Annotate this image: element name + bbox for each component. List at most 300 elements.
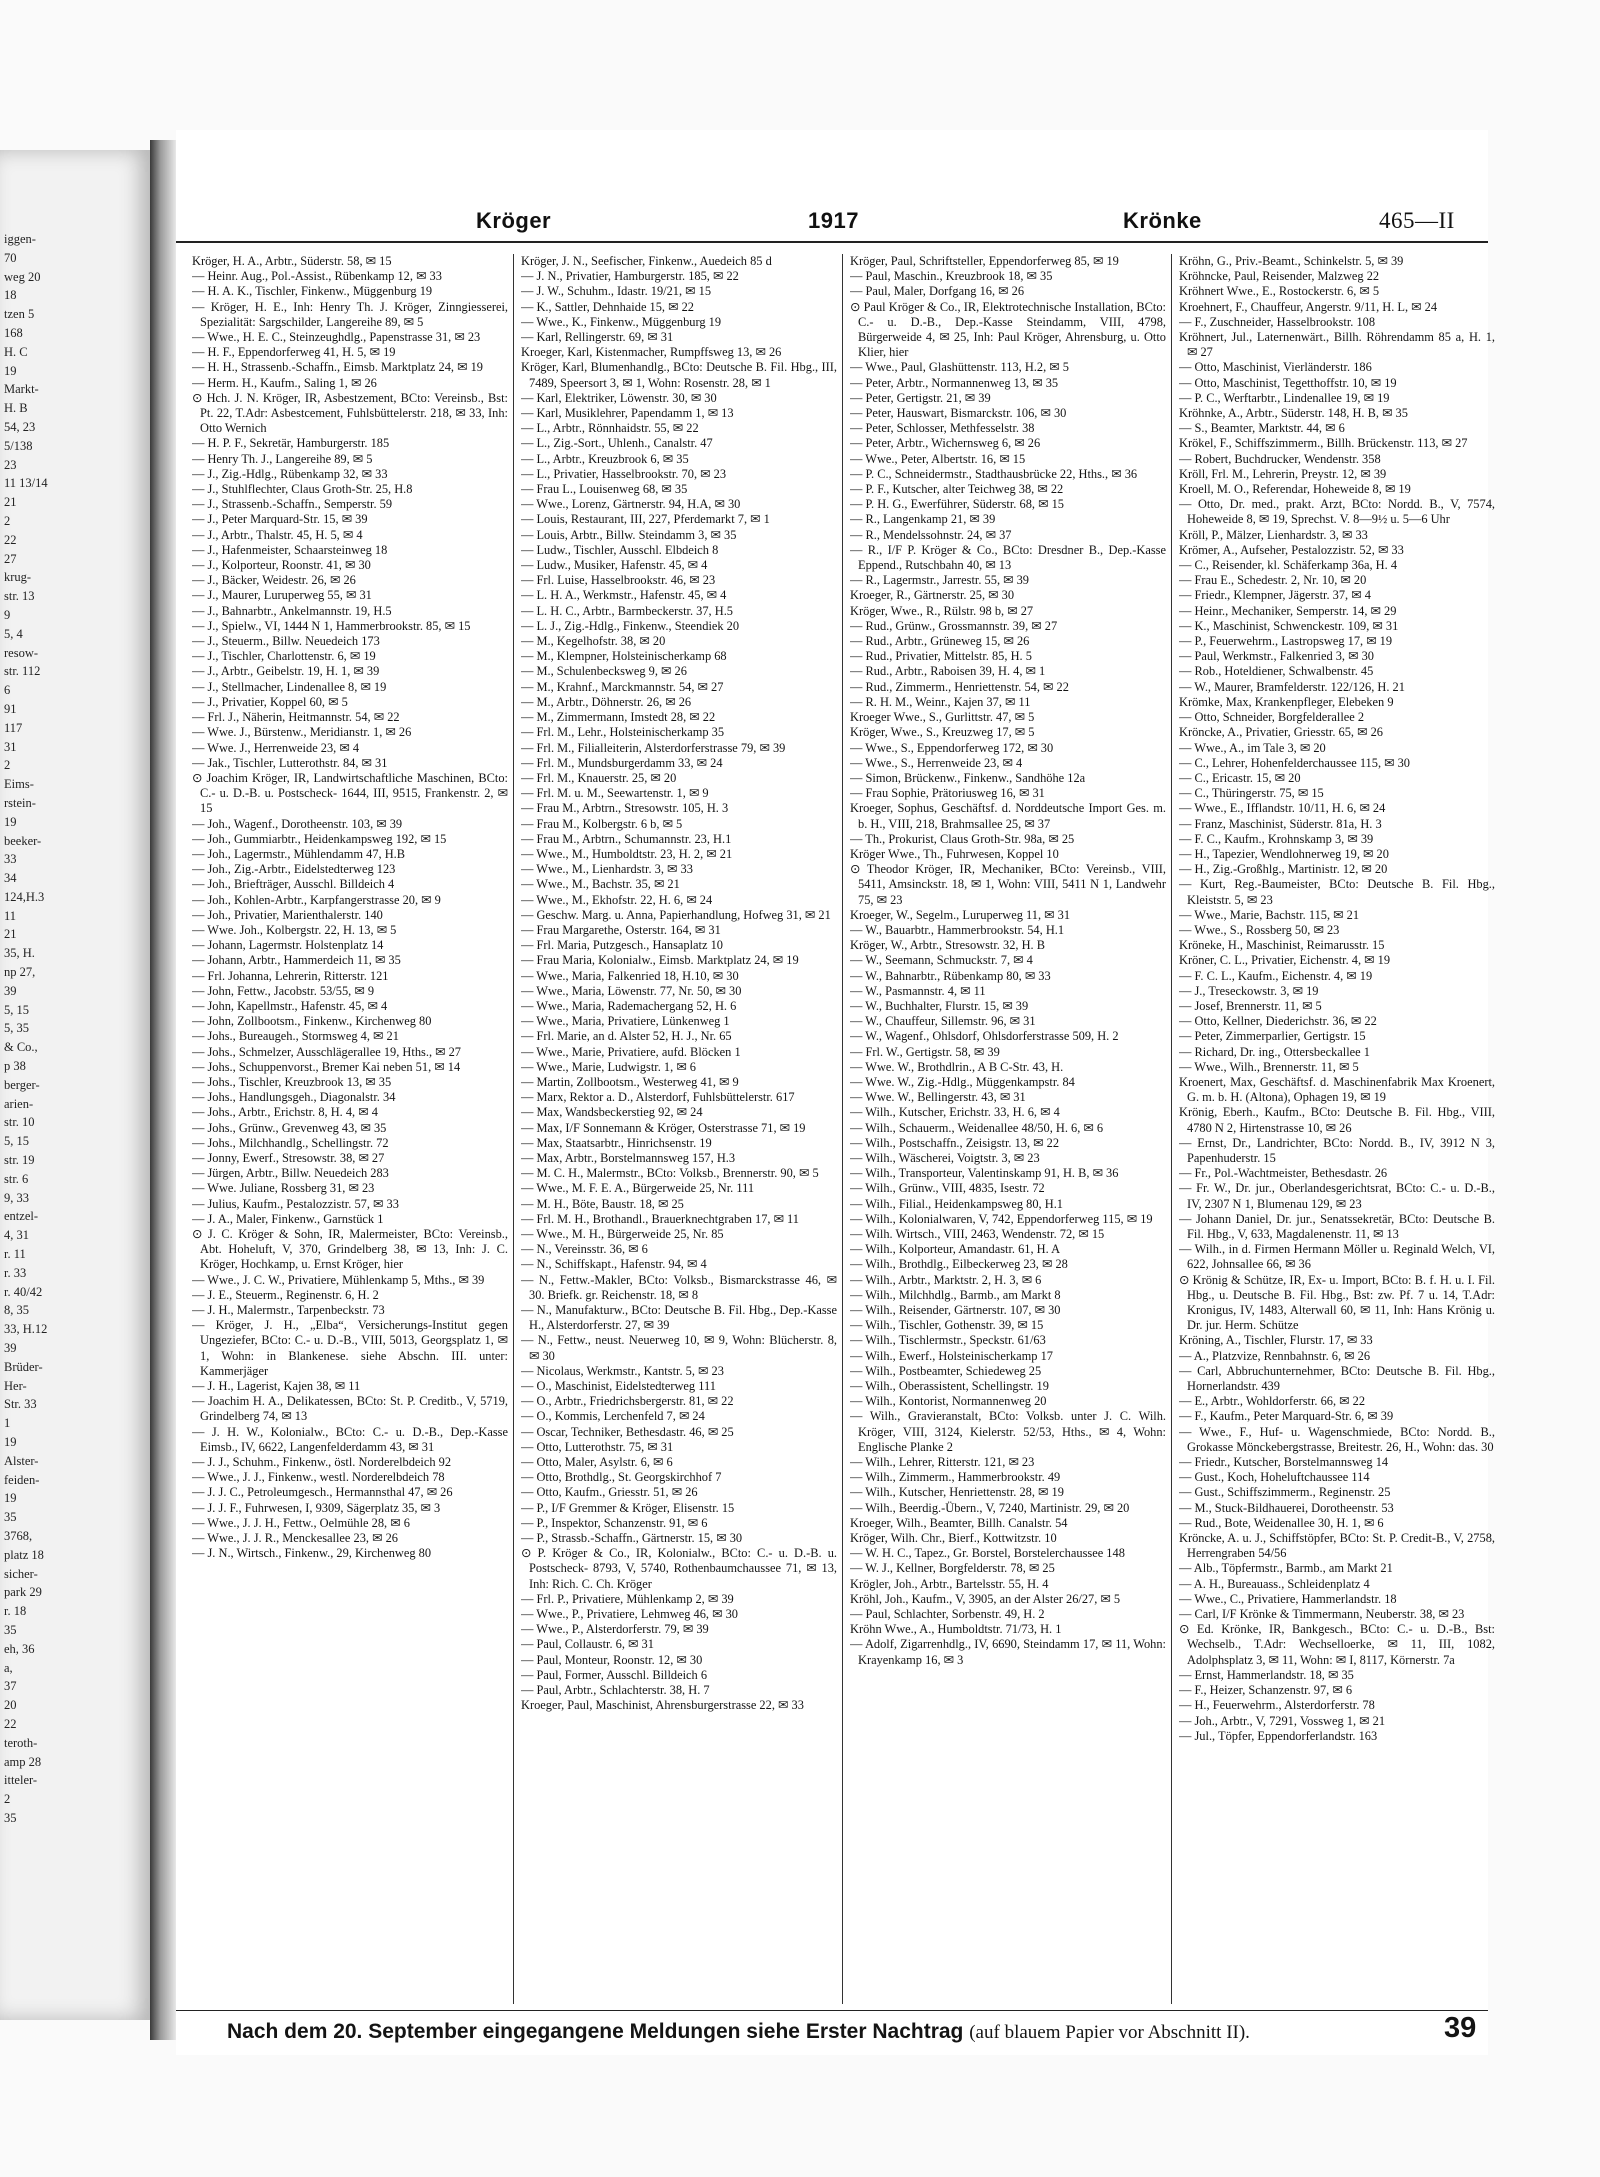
- directory-entry: — Wilh., Reisender, Gärtnerstr. 107, ✉ 30: [850, 1303, 1061, 1318]
- previous-page-fragment: H. C: [4, 344, 28, 359]
- directory-entry: — Wwe., S., Eppendorferweg 172, ✉ 30: [850, 740, 1054, 755]
- directory-entry: — W., Bahnarbtr., Rübenkamp 80, ✉ 33: [850, 968, 1051, 983]
- directory-entry: — Carl, I/F Krönke & Timmermann, Neuberstr. 38, ✉ 23: [1179, 1607, 1465, 1622]
- directory-entry: — Frl. M., Knauerstr. 25, ✉ 20: [521, 770, 677, 785]
- previous-page-fragment: r. 40/42: [4, 1284, 43, 1299]
- directory-entry: — J. W., Schuhm., Idastr. 19/21, ✉ 15: [521, 284, 712, 299]
- directory-entry: — J. H., Lagerist, Kajen 38, ✉ 11: [192, 1379, 361, 1394]
- directory-entry: — O., Kommis, Lerchenfeld 7, ✉ 24: [521, 1409, 705, 1424]
- directory-entry: — Rud., Arbtr., Raboisen 39, H. 4, ✉ 1: [850, 664, 1046, 679]
- directory-entry: — Gust., Koch, Hoheluftchaussee 114: [1179, 1470, 1370, 1485]
- directory-entry: Kroehnert, F., Chauffeur, Angerstr. 9/11, H. L, ✉ 24: [1179, 299, 1438, 314]
- previous-page-fragment: 33: [4, 852, 17, 867]
- directory-entry: — Wwe., Peter, Albertstr. 16, ✉ 15: [850, 451, 1026, 466]
- directory-entry: — Wwe. W., Bellingerstr. 43, ✉ 31: [850, 1090, 1026, 1105]
- directory-entry: — F. C. L., Kaufm., Eichenstr. 4, ✉ 19: [1179, 968, 1373, 983]
- directory-entry: — Wilh., in d. Firmen Hermann Möller u. Reginald Welch, VI, 622, Johnsallee 66, ✉ 36: [1179, 1242, 1495, 1272]
- directory-entry: — J., Privatier, Koppel 60, ✉ 5: [192, 694, 348, 709]
- directory-entry: Krömke, Max, Krankenpfleger, Elebeken 9: [1179, 694, 1394, 709]
- directory-entry: — J., Maurer, Luruperweg 55, ✉ 31: [192, 588, 372, 603]
- previous-page-fragment: a,: [4, 1660, 13, 1675]
- directory-entry: — Karl, Rellingerstr. 69, ✉ 31: [521, 330, 674, 345]
- previous-page-fragment: 5, 35: [4, 1021, 29, 1036]
- directory-entry: ⊙ Joachim Kröger, IR, Landwirtschaftliche Maschinen, BCto: C.- u. D.-B. u. Postscheck- 1644, III, 9515, Frankenstr. 2, ✉ 15: [192, 770, 508, 816]
- directory-entry: — Wwe. J., Herrenweide 23, ✉ 4: [192, 740, 360, 755]
- directory-entry: — W. H. C., Tapez., Gr. Borstel, Borstelerchaussee 148: [850, 1546, 1125, 1561]
- directory-entry: — Johs., Bureaugeh., Stormsweg 4, ✉ 21: [192, 1029, 399, 1044]
- directory-entry: — Ludw., Musiker, Hafenstr. 45, ✉ 4: [521, 558, 708, 573]
- directory-entry: — Otto, Maschinist, Tegetthoffstr. 10, ✉ 19: [1179, 375, 1397, 390]
- directory-entry: — Wilh., Kolporteur, Amandastr. 61, H. A: [850, 1242, 1061, 1257]
- directory-entry: — Joh., Kohlen-Arbtr., Karpfangerstrasse 20, ✉ 9: [192, 892, 441, 907]
- footer-notice-text: Nach dem 20. September eingegangene Meldungen siehe Erster Nachtrag: [227, 2020, 964, 2043]
- directory-entry: — Johs., Milchhandlg., Schellingstr. 72: [192, 1135, 389, 1150]
- directory-entry: — W., Bauarbtr., Hammerbrookstr. 54, H.1: [850, 922, 1065, 937]
- directory-entry: — Wwe., Marie, Privatiere, aufd. Blöcken 1: [521, 1044, 741, 1059]
- previous-page-fragment: teroth-: [4, 1735, 38, 1750]
- directory-entry: — Wilh., Postschaffn., Zeisigstr. 13, ✉ 22: [850, 1135, 1060, 1150]
- directory-entry: — Adolf, Zigarrenhdlg., IV, 6690, Steindamm 17, ✉ 11, Wohn: Krayenkamp 16, ✉ 3: [850, 1637, 1166, 1667]
- directory-entry: — Johann, Lagermstr. Holstenplatz 14: [192, 938, 384, 953]
- directory-entry: — Paul, Collaustr. 6, ✉ 31: [521, 1637, 654, 1652]
- directory-entry: — Simon, Brückenw., Finkenw., Sandhöhe 12a: [850, 770, 1086, 785]
- previous-page-fragment: tzen 5: [4, 307, 35, 322]
- directory-entry: — M., Stuck-Bildhauerei, Dorotheenstr. 53: [1179, 1500, 1394, 1515]
- directory-entry: — R., Lagermstr., Jarrestr. 55, ✉ 39: [850, 573, 1030, 588]
- directory-entry: — Ernst, Dr., Landrichter, BCto: Nordd. B., IV, 3912 N 3, Papenhuderstr. 15: [1179, 1135, 1495, 1165]
- directory-entry: — P. H. G., Ewerführer, Süderstr. 68, ✉ 15: [850, 497, 1064, 512]
- directory-entry: Krömer, A., Aufseher, Pestalozzistr. 52, ✉ 33: [1179, 542, 1404, 557]
- directory-entry: — Rud., Bote, Weidenallee 30, H. 1, ✉ 6: [1179, 1515, 1384, 1530]
- directory-entry: Kroeger, W., Segelm., Luruperweg 11, ✉ 31: [850, 907, 1071, 922]
- directory-entry: — Wwe., K., Finkenw., Müggenburg 19: [521, 314, 722, 329]
- directory-entry: — Wilh., Brothdlg., Eilbeckerweg 23, ✉ 28: [850, 1257, 1068, 1272]
- directory-entry: Kröger, W., Arbtr., Stresowstr. 32, H. B: [850, 938, 1045, 953]
- directory-entry: — J., Zig.-Hdlg., Rübenkamp 32, ✉ 33: [192, 466, 388, 481]
- directory-entry: — M., Krahnf., Marckmannstr. 54, ✉ 27: [521, 679, 724, 694]
- directory-entry: — Wwe., M., Bachstr. 35, ✉ 21: [521, 877, 680, 892]
- directory-entry: Kröner, C. L., Privatier, Eichenstr. 4, ✉ 19: [1179, 953, 1391, 968]
- directory-entry: — J., Arbtr., Thalstr. 45, H. 5, ✉ 4: [192, 527, 363, 542]
- previous-page-fragment: & Co.,: [4, 1040, 38, 1055]
- previous-page-fragment: p 38: [4, 1059, 26, 1074]
- directory-entry: — Frau L., Louisenweg 68, ✉ 35: [521, 482, 688, 497]
- directory-entry: Kröll, P., Mälzer, Lienhardstr. 3, ✉ 33: [1179, 527, 1368, 542]
- directory-entry: Kröger, Karl, Blumenhandlg., BCto: Deutsche B. Fil. Hbg., III, 7489, Speersort 3, ✉ 1, Wohn: Rosenstr. 28, ✉ 1: [521, 360, 837, 390]
- directory-entry: Kröncke, A. u. J., Schiffstöpfer, BCto: St. P. Credit-B., V, 2758, Herrengraben 54/56: [1179, 1531, 1495, 1561]
- directory-entry: Kroenert, Max, Geschäftsf. d. Maschinenfabrik Max Kroenert, G. m. b. H. (Altona), Ophagen 19, ✉ 19: [1179, 1074, 1495, 1105]
- directory-entry: — Friedr., Kutscher, Borstelmannsweg 14: [1179, 1455, 1389, 1470]
- previous-page-fragment: str. 13: [4, 589, 35, 604]
- directory-entry: — Wwe., A., im Tale 3, ✉ 20: [1179, 740, 1326, 755]
- directory-entry: — Rud., Zimmerm., Henriettenstr. 54, ✉ 22: [850, 679, 1069, 694]
- directory-entry: — J. J. F., Fuhrwesen, I, 9309, Sägerplatz 35, ✉ 3: [192, 1500, 441, 1515]
- directory-entry: ⊙ P. Kröger & Co., IR, Kolonialw., BCto: C.- u. D.-B. u. Postscheck- 8793, V, 5740, Rothenbaumchaussee 71, ✉ 13, Inh: Rich. C. Ch. Kröger: [521, 1546, 837, 1591]
- directory-entry: — Joh., Privatier, Marienthalerstr. 140: [192, 907, 383, 922]
- directory-entry: — Martin, Zollbootsm., Westerweg 41, ✉ 9: [521, 1074, 739, 1089]
- directory-entry: — S., Beamter, Marktstr. 44, ✉ 6: [1179, 421, 1345, 436]
- directory-entry: — L. H. A., Werkmstr., Hafenstr. 45, ✉ 4: [521, 588, 727, 603]
- directory-entry: Kröhnke, A., Arbtr., Süderstr. 148, H. B, ✉ 35: [1179, 406, 1408, 421]
- directory-entry: — Otto, Brothdlg., St. Georgskirchhof 7: [521, 1470, 722, 1485]
- previous-page-fragment: 11: [4, 908, 17, 923]
- directory-entry: — Joh., Lagermstr., Mühlendamm 47, H.B: [192, 846, 406, 861]
- previous-page-fragment: Brüder-: [4, 1359, 43, 1374]
- directory-entry: — W., Buchhalter, Flurstr. 15, ✉ 39: [850, 998, 1029, 1013]
- directory-entry: — Otto, Kaufm., Griesstr. 51, ✉ 26: [521, 1485, 698, 1500]
- previous-page-fragment: 54, 23: [4, 419, 36, 434]
- directory-entry: — Ludw., Tischler, Ausschl. Elbdeich 8: [521, 542, 719, 557]
- directory-entry: — Frau Sophie, Prätoriusweg 16, ✉ 31: [850, 786, 1045, 801]
- directory-entry: Kroeger, Paul, Maschinist, Ahrensburgerstrasse 22, ✉ 33: [521, 1698, 804, 1713]
- directory-entry: — Paul, Schlachter, Sorbenstr. 49, H. 2: [850, 1607, 1045, 1622]
- directory-entry: Kroeger Wwe., S., Gurlittstr. 47, ✉ 5: [850, 710, 1035, 725]
- directory-entry: — C., Reisender, kl. Schäferkamp 36a, H. 4: [1179, 558, 1398, 573]
- directory-entry: — Henry Th. J., Langereihe 89, ✉ 5: [192, 451, 373, 466]
- directory-entry: — Jonny, Ewerf., Stresowstr. 38, ✉ 27: [192, 1150, 385, 1165]
- directory-entry: — Rud., Arbtr., Grüneweg 15, ✉ 26: [850, 634, 1030, 649]
- directory-entry: — N., Fettw.-Makler, BCto: Volksb., Bismarckstrasse 46, ✉ 30. Briefk. gr. Reichenstr. 18, ✉ 8: [521, 1272, 837, 1302]
- directory-entry: — Wilh., Ewerf., Holsteinischerkamp 17: [850, 1348, 1053, 1363]
- directory-entry: — M., Klempner, Holsteinischerkamp 68: [521, 649, 727, 664]
- directory-entry: — Paul, Maschin., Kreuzbrook 18, ✉ 35: [850, 269, 1053, 284]
- previous-page-fragment: platz 18: [4, 1547, 44, 1562]
- directory-entry: — Kröger, J. H., „Elba“, Versicherungs-Institut gegen Ungeziefer, BCto: C.- u. D.-B., VIII, 5013, Georgsplatz 1, ✉ 1, Wohn: in Blankenese. siehe Abschn. III. unter: Kammerjäger: [192, 1318, 508, 1378]
- directory-entry: — L., Privatier, Hasselbrookstr. 70, ✉ 23: [521, 466, 727, 481]
- directory-entry: — F., Zuschneider, Hasselbrookstr. 108: [1179, 314, 1376, 329]
- directory-entry: — E., Arbtr., Wohldorferstr. 66, ✉ 22: [1179, 1394, 1366, 1409]
- directory-entry: — Wwe., Wilh., Brennerstr. 11, ✉ 5: [1179, 1059, 1359, 1074]
- previous-page-fragment: 168: [4, 325, 23, 340]
- directory-entry: Kröneke, H., Maschinist, Reimarusstr. 15: [1179, 938, 1385, 953]
- directory-entry: — Wilh., Milchhdlg., Barmb., am Markt 8: [850, 1287, 1061, 1302]
- directory-entry: — Wwe., H. E. C., Steinzeughdlg., Papenstrasse 31, ✉ 23: [192, 330, 481, 345]
- directory-entry: — Joh., Gummiarbtr., Heidenkampsweg 192, ✉ 15: [192, 831, 447, 846]
- previous-page-fragment: 35: [4, 1810, 17, 1825]
- directory-entry: — Kröger, H. E., Inh: Henry Th. J. Kröger, Zinngiesserei, Spezialität: Sargschilder, Langereihe 89, ✉ 5: [192, 299, 508, 329]
- directory-entry: — Otto, Lutterothstr. 75, ✉ 31: [521, 1439, 674, 1454]
- previous-page-fragment: Her-: [4, 1378, 27, 1393]
- directory-entry: — Wilh., Beerdig.-Übern., V, 7240, Martinistr. 29, ✉ 20: [850, 1500, 1130, 1515]
- directory-entry: — Wilh., Kolonialwaren, V, 742, Eppendorferweg 115, ✉ 19: [850, 1211, 1153, 1226]
- previous-page-fragment: 19: [4, 1491, 17, 1506]
- directory-entry: — Frl. Marie, an d. Alster 52, H. J., Nr. 65: [521, 1029, 732, 1044]
- directory-page: [176, 130, 1495, 2055]
- previous-page-fragment: 9, 33: [4, 1190, 29, 1205]
- directory-entry: — Th., Prokurist, Claus Groth-Str. 98a, ✉ 25: [850, 831, 1075, 846]
- directory-entry: — J. A., Maler, Finkenw., Garnstück 1: [192, 1211, 384, 1226]
- previous-page-fragment: amp 28: [4, 1754, 42, 1769]
- directory-entry: Krögler, Joh., Arbtr., Bartelsstr. 55, H. 4: [850, 1576, 1049, 1591]
- directory-entry: — P., I/F Gremmer & Kröger, Elisenstr. 15: [521, 1500, 735, 1515]
- previous-page-fragment: 2: [4, 758, 11, 773]
- previous-page-fragment: feiden-: [4, 1472, 40, 1487]
- directory-entry: — J., Bahnarbtr., Ankelmannstr. 19, H.5: [192, 603, 392, 618]
- directory-entry: — Rud., Privatier, Mittelstr. 85, H. 5: [850, 649, 1032, 664]
- directory-entry: — Paul, Arbtr., Schlachterstr. 38, H. 7: [521, 1683, 710, 1698]
- header-rule: [176, 241, 1488, 243]
- directory-entry: — Wwe. W., Brothdlrin., A B C-Str. 43, H.: [850, 1059, 1064, 1074]
- directory-entry: Kröning, A., Tischler, Flurstr. 17, ✉ 33: [1179, 1333, 1373, 1348]
- directory-entry: — Wwe., P., Privatiere, Lehmweg 46, ✉ 30: [521, 1607, 738, 1622]
- directory-entry: — J. H. W., Kolonialw., BCto: C.- u. D.-B., Dep.-Kasse Eimsb., IV, 6622, Langenfelderdamm 43, ✉ 31: [192, 1424, 508, 1454]
- directory-entry: — Max, Staatsarbtr., Hinrichsenstr. 19: [521, 1135, 712, 1150]
- directory-entry: — J. J. C., Petroleumgesch., Hermannsthal 47, ✉ 26: [192, 1485, 453, 1500]
- directory-entry: — Wwe., Maria, Privatiere, Lünkenweg 1: [521, 1014, 730, 1029]
- directory-entry: Kröll, Frl. M., Lehrerin, Preystr. 12, ✉ 39: [1179, 466, 1387, 481]
- previous-page-fragment: 124,H.3: [4, 889, 45, 904]
- previous-page-fragment: park 29: [4, 1585, 42, 1600]
- previous-page-edge: [0, 150, 152, 2020]
- directory-entry: — Wilh., Filial., Heidenkampsweg 80, H.1: [850, 1196, 1063, 1211]
- directory-entry: — P., Feuerwehrm., Lastropsweg 17, ✉ 19: [1179, 634, 1393, 649]
- directory-entry: — W. J., Kellner, Borgfelderstr. 78, ✉ 25: [850, 1561, 1055, 1576]
- directory-entry: — Wwe., Maria, Falkenried 18, H.10, ✉ 30: [521, 968, 739, 983]
- directory-entry: — A. H., Bureauass., Schleidenplatz 4: [1179, 1576, 1370, 1591]
- previous-page-fragment: resow-: [4, 645, 39, 660]
- previous-page-fragment: 21: [4, 927, 17, 942]
- directory-entry: — O., Maschinist, Eidelstedterweg 111: [521, 1379, 716, 1394]
- previous-page-fragment: str. 6: [4, 1171, 29, 1186]
- previous-page-fragment: weg 20: [4, 269, 41, 284]
- directory-entry: — Wwe., Maria, Rademachergang 52, H. 6: [521, 998, 737, 1013]
- directory-entry: ⊙ J. C. Kröger & Sohn, IR, Malermeister, BCto: Vereinsb., Abt. Hoheluft, V, 370, Grindelberg 38, ✉ 13, Inh: J. C. Kröger, Hochkamp, u. Ernst Kröger, hier: [192, 1227, 508, 1272]
- directory-entry: — Otto, Dr. med., prakt. Arzt, BCto: Nordd. B., V, 7574, Hoheweide 8, ✉ 19, Sprechst. V. 8—9½ u. 5—6 Uhr: [1179, 497, 1495, 527]
- previous-page-fragment: str. 19: [4, 1153, 35, 1168]
- directory-entry: — Johs., Tischler, Kreuzbrook 13, ✉ 35: [192, 1074, 392, 1089]
- directory-entry: Kröger, Wwe., S., Kreuzweg 17, ✉ 5: [850, 725, 1035, 740]
- directory-entry: — M., Schulenbecksweg 9, ✉ 26: [521, 664, 687, 679]
- directory-entry: — Frau M., Arbtrn., Stresowstr. 105, H. 3: [521, 801, 729, 816]
- directory-entry: Kröhn Wwe., A., Humboldtstr. 71/73, H. 1: [850, 1622, 1062, 1637]
- directory-entry: — Wilh., Arbtr., Marktstr. 2, H. 3, ✉ 6: [850, 1272, 1042, 1287]
- directory-entry: Kröger, J. N., Seefischer, Finkenw., Auedeich 85 d: [521, 254, 772, 268]
- directory-entry: — Wwe., M., Ekhofstr. 22, H. 6, ✉ 24: [521, 892, 713, 907]
- directory-entry: — Friedr., Klempner, Jägerstr. 37, ✉ 4: [1179, 588, 1371, 603]
- directory-entry: — Nicolaus, Werkmstr., Kantstr. 5, ✉ 23: [521, 1363, 724, 1378]
- previous-page-fragment: 91: [4, 701, 17, 716]
- directory-entry: — J., Tischler, Charlottenstr. 6, ✉ 19: [192, 649, 376, 664]
- directory-entry: — Wwe., C., Privatiere, Hammerlandstr. 18: [1179, 1591, 1397, 1606]
- previous-page-fragment: r. 33: [4, 1265, 27, 1280]
- previous-page-fragment: 23: [4, 457, 17, 472]
- directory-entry: — Frl. M. H., Brothandl., Brauerknechtgraben 17, ✉ 11: [521, 1211, 799, 1226]
- directory-entry: — Wwe., J. J. R., Menckesallee 23, ✉ 26: [192, 1531, 398, 1546]
- directory-entry: Kröhnert Wwe., E., Rostockerstr. 6, ✉ 5: [1179, 284, 1380, 299]
- directory-entry: — Julius, Kaufm., Pestalozzistr. 57, ✉ 33: [192, 1196, 399, 1211]
- previous-page-fragment: 2: [4, 1792, 11, 1807]
- directory-entry: — Max, Arbtr., Borstelmannsweg 157, H.3: [521, 1150, 736, 1165]
- directory-entry: — Wwe., M. F. E. A., Bürgerweide 25, Nr. 111: [521, 1181, 755, 1196]
- directory-entry: — A., Platzvize, Rennbahnstr. 6, ✉ 26: [1179, 1348, 1371, 1363]
- directory-entry: — Wwe., J. J. H., Fettw., Oelmühle 28, ✉ 6: [192, 1515, 410, 1530]
- directory-entry: Kroeger, Sophus, Geschäftsf. d. Norddeutsche Import Ges. m. b. H., VIII, 218, Brahmsallee 25, ✉ 37: [850, 801, 1166, 831]
- directory-entry: — H., Feuerwehrm., Alsterdorferstr. 78: [1179, 1698, 1375, 1713]
- directory-entry: — Frl. Johanna, Lehrerin, Ritterstr. 121: [192, 968, 389, 983]
- directory-entry: — Louis, Arbtr., Billw. Steindamm 3, ✉ 35: [521, 527, 737, 542]
- directory-entry: — Wilh., Transporteur, Valentinskamp 91, H. B, ✉ 36: [850, 1166, 1119, 1181]
- directory-entry: — Carl, Abbruchunternehmer, BCto: Deutsche B. Fil. Hbg., Hornerlandstr. 439: [1179, 1363, 1495, 1394]
- previous-page-fragment: sicher-: [4, 1566, 38, 1581]
- directory-entry: — Peter, Schlosser, Methfesselstr. 38: [850, 421, 1035, 436]
- directory-entry: — Wwe., M., Humboldtstr. 23, H. 2, ✉ 21: [521, 846, 733, 861]
- directory-entry: — J. N., Privatier, Hamburgerstr. 185, ✉ 22: [521, 269, 739, 284]
- directory-entry: — Karl, Elektriker, Löwenstr. 30, ✉ 30: [521, 390, 717, 405]
- directory-entry: — N., Schiffskapt., Hafenstr. 94, ✉ 4: [521, 1257, 707, 1272]
- directory-entry: — J. E., Steuerm., Reginenstr. 6, H. 2: [192, 1287, 379, 1302]
- directory-entry: — Wilh., Grünw., VIII, 4835, Isestr. 72: [850, 1181, 1045, 1196]
- directory-entry: — Frau Maria, Kolonialw., Eimsb. Marktplatz 24, ✉ 19: [521, 953, 799, 968]
- previous-page-fragment: 18: [4, 288, 17, 303]
- directory-entry: — Frl. Luise, Hasselbrookstr. 46, ✉ 23: [521, 573, 716, 588]
- directory-entry: — L., Arbtr., Rönnhaidstr. 55, ✉ 22: [521, 421, 699, 436]
- directory-entry: — Frl. W., Gertigstr. 58, ✉ 39: [850, 1044, 1000, 1059]
- directory-entry: — H. P. F., Sekretär, Hamburgerstr. 185: [192, 436, 390, 451]
- directory-entry: — J., Arbtr., Geibelstr. 19, H. 1, ✉ 39: [192, 664, 380, 679]
- previous-page-fragment: 9: [4, 607, 11, 622]
- previous-page-fragment: 34: [4, 871, 17, 886]
- directory-entry: — M., Kegelhofstr. 38, ✉ 20: [521, 634, 666, 649]
- previous-page-fragment: 1: [4, 1416, 11, 1431]
- directory-entry: — N., Fettw., neust. Neuerweg 10, ✉ 9, Wohn: Blücherstr. 8, ✉ 30: [521, 1333, 837, 1363]
- header-page-label: 465—II: [1379, 208, 1455, 233]
- directory-entry: Kroeger, R., Gärtnerstr. 25, ✉ 30: [850, 588, 1015, 603]
- previous-page-fragment: eh, 36: [4, 1641, 35, 1656]
- directory-column-3: [850, 254, 1166, 2004]
- directory-entry: Kröncke, A., Privatier, Griesstr. 65, ✉ 26: [1179, 725, 1383, 740]
- directory-column-4: [1179, 254, 1495, 2004]
- directory-entry: — Frl. P., Privatiere, Mühlenkamp 2, ✉ 39: [521, 1591, 734, 1606]
- directory-entry: — Johs., Grünw., Grevenweg 43, ✉ 35: [192, 1120, 387, 1135]
- directory-entry: — Max, I/F Sonnemann & Kröger, Osterstrasse 71, ✉ 19: [521, 1120, 806, 1135]
- previous-page-fragment: 22: [4, 1716, 17, 1731]
- previous-page-fragment: Str. 33: [4, 1397, 37, 1412]
- directory-entry: — Wilh., Lehrer, Ritterstr. 121, ✉ 23: [850, 1455, 1035, 1470]
- directory-entry: — Wwe., Marie, Bachstr. 115, ✉ 21: [1179, 907, 1360, 922]
- directory-entry: — Wwe., Maria, Löwenstr. 77, Nr. 50, ✉ 30: [521, 983, 742, 998]
- directory-entry: — C., Lehrer, Hohenfelderchaussee 115, ✉ 30: [1179, 755, 1411, 770]
- previous-page-fragment: np 27,: [4, 965, 36, 980]
- directory-entry: — Wwe., E., Ifflandstr. 10/11, H. 6, ✉ 24: [1179, 801, 1386, 816]
- directory-entry: — Frau M., Arbtrn., Schumannstr. 23, H.1: [521, 831, 732, 846]
- directory-entry: — J., Stuhlflechter, Claus Groth-Str. 25, H.8: [192, 482, 413, 497]
- directory-entry: — N., Manufakturw., BCto: Deutsche B. Fil. Hbg., Dep.-Kasse H., Alsterdorferstr. 27, ✉ 39: [521, 1303, 837, 1333]
- previous-page-fragment: beeker-: [4, 833, 42, 848]
- directory-entry: — Richard, Dr. ing., Ottersbeckallee 1: [1179, 1044, 1370, 1059]
- directory-entry: Kroeger, Wilh., Beamter, Billh. Canalstr. 54: [850, 1515, 1068, 1530]
- directory-entry: — P., Inspektor, Schanzenstr. 91, ✉ 6: [521, 1515, 708, 1530]
- directory-entry: — F., Heizer, Schanzenstr. 97, ✉ 6: [1179, 1683, 1353, 1698]
- previous-page-fragment: 5, 15: [4, 1002, 29, 1017]
- directory-entry: — Wilh., Gravieranstalt, BCto: Volksb. unter J. C. Wilh. Kröger, VIII, 3124, Kielerstr. 52/53, Hths., ✉ 4, Wohn: Englische Planke 2: [850, 1409, 1166, 1454]
- directory-entry: — Otto, Schneider, Borgfelderallee 2: [1179, 710, 1365, 725]
- previous-page-fragment: krug-: [4, 570, 32, 585]
- directory-entry: — Jürgen, Arbtr., Billw. Neuedeich 283: [192, 1166, 389, 1181]
- directory-entry: — Frl. M. u. M., Seewartenstr. 1, ✉ 9: [521, 786, 709, 801]
- directory-entry: — Wilh. Wirtsch., VIII, 2463, Wendenstr. 72, ✉ 15: [850, 1227, 1105, 1241]
- directory-entry: — Wwe., Lorenz, Gärtnerstr. 94, H.A, ✉ 30: [521, 497, 741, 512]
- previous-page-fragment: 5, 15: [4, 1134, 29, 1149]
- directory-entry: — Peter, Arbtr., Normannenweg 13, ✉ 35: [850, 375, 1059, 390]
- directory-entry: ⊙ Krönig & Schütze, IR, Ex- u. Import, BCto: B. f. H. u. I. Fil. Hbg., u. Deutsche B. Fil. Hbg., Bst: zw. Pf. 7 u. 14, T.Adr: Kronigus, IV, 1483, Alterwall 60, ✉ 11, Inh: Hans Krönig u. Dr. jur. Herm. Schütze: [1179, 1272, 1495, 1333]
- directory-entry: — Heinr. Aug., Pol.-Assist., Rübenkamp 12, ✉ 33: [192, 269, 442, 284]
- directory-entry: — Jul., Töpfer, Eppendorferlandstr. 163: [1179, 1728, 1378, 1743]
- directory-entry: — Wwe., S., Rossberg 50, ✉ 23: [1179, 922, 1340, 937]
- directory-entry: — J., Stellmacher, Lindenallee 8, ✉ 19: [192, 679, 387, 694]
- directory-entry: — F., Kaufm., Peter Marquard-Str. 6, ✉ 39: [1179, 1409, 1394, 1424]
- directory-entry: ⊙ Ed. Krönke, IR, Bankgesch., BCto: C.- u. D.-B., Bst: Wechselb., T.Adr: Wechselloerke, ✉ 11, III, 1082, Adolphsplatz 3, ✉ 11, Wohn: ✉ I, 8117, Körnerstr. 7a: [1179, 1622, 1495, 1667]
- header-first-entry: Kröger: [476, 208, 552, 233]
- directory-entry: — N., Vereinsstr. 36, ✉ 6: [521, 1242, 648, 1257]
- directory-entry: — Frl. J., Näherin, Heitmannstr. 54, ✉ 22: [192, 710, 400, 725]
- directory-entry: — F. C., Kaufm., Krohnskamp 3, ✉ 39: [1179, 831, 1374, 846]
- directory-entry: — Wilh., Tischlermstr., Speckstr. 61/63: [850, 1333, 1046, 1348]
- directory-entry: — R., Mendelssohnstr. 24, ✉ 37: [850, 527, 1012, 542]
- directory-entry: — Paul, Monteur, Roonstr. 12, ✉ 30: [521, 1652, 703, 1667]
- directory-entry: — L., Zig.-Sort., Uhlenh., Canalstr. 47: [521, 436, 713, 451]
- previous-page-fragment: entzel-: [4, 1209, 39, 1224]
- directory-entry: — Peter, Arbtr., Wichernsweg 6, ✉ 26: [850, 436, 1041, 451]
- directory-entry: — Wilh., Zimmerm., Hammerbrookstr. 49: [850, 1470, 1061, 1485]
- previous-page-fragment: Markt-: [4, 382, 39, 397]
- directory-entry: — Jak., Tischler, Lutterothstr. 84, ✉ 31: [192, 755, 388, 770]
- directory-entry: — Frl. M., Filialleiterin, Alsterdorferstrasse 79, ✉ 39: [521, 740, 786, 755]
- previous-page-fragment: 3768,: [4, 1528, 33, 1543]
- directory-entry: — Wwe., J. J., Finkenw., westl. Norderelbdeich 78: [192, 1470, 445, 1485]
- previous-page-fragment: iggen-: [4, 232, 36, 246]
- previous-page-fragment: 35: [4, 1622, 17, 1637]
- directory-entry: — Otto, Kellner, Diederichstr. 36, ✉ 22: [1179, 1014, 1377, 1029]
- previous-page-fragment: 33, H.12: [4, 1322, 48, 1337]
- directory-entry: — Frl. M., Lehr., Holsteinischerkamp 35: [521, 725, 725, 740]
- directory-entry: — Wwe., F., Huf- u. Wagenschmiede, BCto: Nordd. B., Grokasse Mönckebergstrasse, Breitestr. 26, H., Wohn: das. 30: [1179, 1424, 1495, 1454]
- directory-entry: — W., Wagenf., Ohlsdorf, Ohlsdorferstrasse 509, H. 2: [850, 1029, 1119, 1044]
- directory-entry: — Robert, Buchdrucker, Wendenstr. 358: [1179, 451, 1381, 466]
- directory-entry: — Wwe., P., Alsterdorferstr. 79, ✉ 39: [521, 1622, 709, 1637]
- directory-entry: — L. H. C., Arbtr., Barmbeckerstr. 37, H.5: [521, 603, 733, 618]
- directory-entry: — Johs., Arbtr., Erichstr. 8, H. 4, ✉ 4: [192, 1105, 378, 1120]
- directory-entry: — Oscar, Techniker, Bethesdastr. 46, ✉ 25: [521, 1424, 734, 1439]
- directory-entry: — W., Seemann, Schmuckstr. 7, ✉ 4: [850, 953, 1033, 968]
- directory-entry: — L., Arbtr., Kreuzbrook 6, ✉ 35: [521, 451, 689, 466]
- directory-entry: Kröger, Wilh. Chr., Bierf., Kottwitzstr. 10: [850, 1531, 1057, 1546]
- directory-entry: — J., Kolporteur, Roonstr. 41, ✉ 30: [192, 558, 371, 573]
- previous-page-fragment: Alster-: [4, 1453, 39, 1468]
- directory-entry: — R., Langenkamp 21, ✉ 39: [850, 512, 996, 527]
- previous-page-fragment: arien-: [4, 1096, 34, 1111]
- directory-entry: — Max, Wandsbeckerstieg 92, ✉ 24: [521, 1105, 703, 1120]
- directory-entry: — P. C., Werftarbtr., Lindenallee 19, ✉ 19: [1179, 390, 1390, 405]
- directory-entry: — W., Pasmannstr. 4, ✉ 11: [850, 983, 986, 998]
- previous-page-fragment: 39: [4, 1341, 17, 1356]
- directory-entry: — K., Maschinist, Schwenckestr. 109, ✉ 31: [1179, 618, 1399, 633]
- directory-entry: — Herm. H., Kaufm., Saling 1, ✉ 26: [192, 375, 377, 390]
- directory-entry: — Louis, Restaurant, III, 227, Pferdemarkt 7, ✉ 1: [521, 512, 770, 527]
- directory-entry: — Josef, Brennerstr. 11, ✉ 5: [1179, 998, 1322, 1013]
- directory-entry: — J., Spielw., VI, 1444 N 1, Hammerbrookstr. 85, ✉ 15: [192, 618, 471, 633]
- directory-entry: Kroeger, Karl, Kistenmacher, Rumpffsweg 13, ✉ 26: [521, 345, 782, 360]
- header-last-entry: Krönke: [1123, 208, 1202, 233]
- directory-entry: — Frl. Maria, Putzgesch., Hansaplatz 10: [521, 938, 723, 953]
- directory-entry: — J., Peter Marquard-Str. 15, ✉ 39: [192, 512, 368, 527]
- directory-entry: ⊙ Hch. J. N. Kröger, IR, Asbestzement, BCto: Vereinsb., Bst: Pt. 22, T.Adr: Asbestcement, Fuhlsbüttelerstr. 218, ✉ 33, Inh: Otto Wernich: [192, 390, 508, 436]
- directory-entry: — Wilh., Wäscherei, Voigtstr. 3, ✉ 23: [850, 1150, 1040, 1165]
- previous-page-fragment: 37: [4, 1679, 17, 1694]
- previous-page-fragment: 6: [4, 683, 11, 698]
- directory-entry: — K., Sattler, Dehnhaide 15, ✉ 22: [521, 299, 694, 314]
- directory-entry: — Frl. M., Mundsburgerdamm 33, ✉ 24: [521, 755, 723, 770]
- previous-page-fragment: str. 10: [4, 1115, 35, 1130]
